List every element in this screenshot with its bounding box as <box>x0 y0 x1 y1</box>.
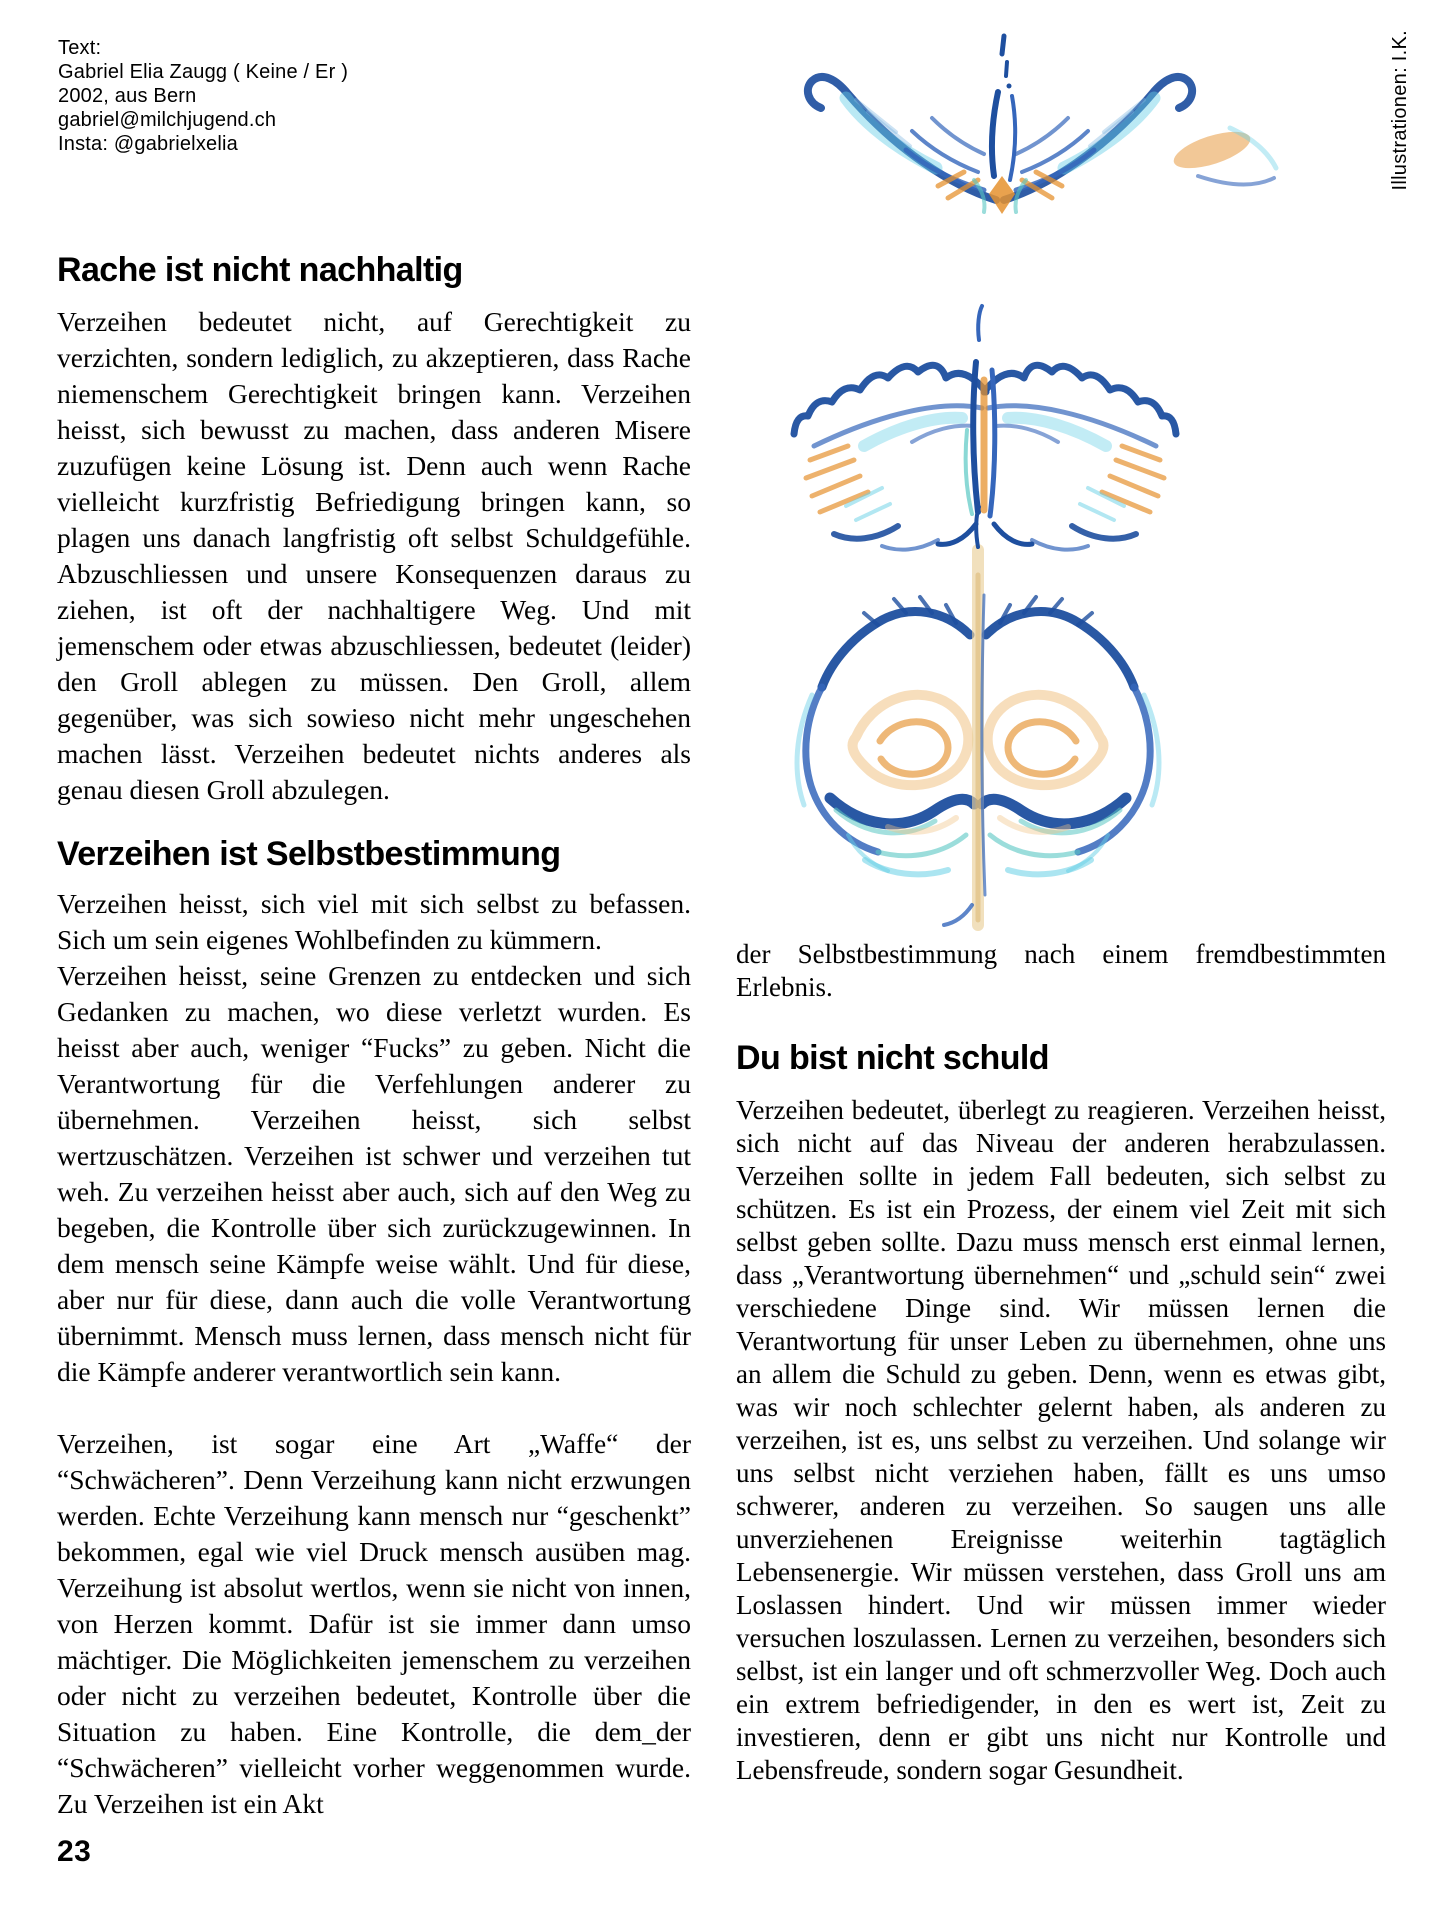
page-number: 23 <box>57 1835 92 1868</box>
illustration-credit-label: Illustrationen: I.K. <box>1389 30 1411 191</box>
continuation-paragraph: der Selbstbestimmung nach einem fremdbestimmten Erlebnis. <box>736 939 1386 1002</box>
butterfly-sketch-1-svg <box>760 28 1320 228</box>
author-line: 2002, aus Bern <box>58 85 197 107</box>
illustration-credit-vertical <box>1390 30 1410 210</box>
author-block <box>58 36 348 156</box>
section-heading-rache: Rache ist nicht nachhaltig <box>57 251 463 289</box>
moth-wings-drooping-illustration <box>760 505 1200 935</box>
right-column <box>736 938 1386 1787</box>
author-instagram: Insta: @gabrielxelia <box>58 133 238 155</box>
body-paragraph: Verzeihen bedeutet nicht, auf Gerechtigkeit zu verzichten, sondern lediglich, zu akzeptieren, dass Rache niemenschem Gerechtigkeit bringen kann. Verzeihen heisst, sich bewusst zu machen, dass anderen Misere zuzufügen keine Lösung ist. Denn auch wenn Rache vielleicht kurzfristig Befriedigung bringen kann, so plagen uns danach langfristig oft selbst Schuldgefühle. Abzuschliessen und unsere Konsequenzen daraus zu ziehen, ist oft der nachhaltigere Weg. Und mit jemenschem oder etwas abzuschliessen, bedeutet (leider) den Groll ablegen zu müssen. Den Groll, allem gegenüber, was sich sowieso nicht mehr ungeschehen machen lässt. Verzeihen bedeutet nichts anderes als genau diesen Groll abzulegen. <box>57 306 691 805</box>
body-paragraph: Verzeihen bedeutet, überlegt zu reagieren. Verzeihen heisst, sich nicht auf das Niveau der anderen herabzulassen. Verzeihen sollte in jedem Fall bedeuten, sich selbst zu schützen. Es ist ein Prozess, der einem viel Zeit mit sich selbst geben sollte. Dazu muss mensch erst einmal lernen, dass „Verantwortung übernehmen“ und „schuld sein“ zwei verschiedene Dinge sind. Wir müssen lernen die Verantwortung für unser Leben zu übernehmen, ohne uns an allem die Schuld zu geben. Denn, wenn es etwas gibt, was wir noch schlechter gelernt haben, als anderen zu verzeihen, ist es, uns selbst zu verzeihen. Und solange wir uns selbst nicht verziehen haben, fällt es uns umso schwerer, anderen zu verzeihen. So saugen uns alle unverziehenen Ereignisse weiterhin tagtäglich Lebensenergie. Wir müssen verstehen, dass Groll uns am Loslassen hindert. Und wir müssen immer wieder versuchen loszulassen. Lernen zu verzeihen, besonders sich selbst, ist ein langer und oft schmerzvoller Weg. Doch auch ein extrem befriedigender, in den es wert ist, Zeit zu investieren, denn er gibt uns nicht nur Kontrolle und Lebensfreude, sondern sogar Gesundheit. <box>736 1095 1386 1785</box>
author-line: Gabriel Elia Zaugg ( Keine / Er ) <box>58 61 349 83</box>
author-email: gabriel@milchjugend.ch <box>58 109 277 131</box>
body-paragraph: Verzeihen, ist sogar eine Art „Waffe“ der “Schwächeren”. Denn Verzeihung kann nicht erzwungen werden. Echte Verzeihung kann mensch nur “geschenkt” bekommen, egal wie viel Druck mensch ausüben mag. Verzeihung ist absolut wertlos, wenn sie nicht von innen, von Herzen kommt. Dafür ist sie immer dann umso mächtiger. Die Möglichkeiten jemenschem zu verzeihen oder nicht zu verzeihen bedeutet, Kontrolle über die Situation zu haben. Eine Kontrolle, die dem_der “Schwächeren” vielleicht vorher weggenommen wurde. Zu Verzeihen ist ein Akt <box>57 1428 691 1819</box>
body-paragraph: Verzeihen heisst, sich viel mit sich selbst zu befassen. Sich um sein eigenes Wohlbefinden zu kümmern. <box>57 888 691 955</box>
section-heading-du-bist-nicht-schuld: Du bist nicht schuld <box>736 1039 1049 1077</box>
butterfly-wings-upswept-illustration <box>760 28 1320 228</box>
butterfly-sketch-3-svg <box>760 505 1200 935</box>
section-heading-verzeihen: Verzeihen ist Selbstbestimmung <box>57 835 561 873</box>
left-column <box>57 250 691 1822</box>
body-paragraph: Verzeihen heisst, seine Grenzen zu entdecken und sich Gedanken zu machen, wo diese verletzt wurden. Es heisst aber auch, weniger “Fucks” zu geben. Nicht die Verantwortung für die Verfehlungen anderer zu übernehmen. Verzeihen heisst, sich selbst wertzuschätzen. Verzeihen ist schwer und verzeihen tut weh. Zu verzeihen heisst aber auch, sich auf den Weg zu begeben, die Kontrolle über sich zurückzugewinnen. In dem mensch seine Kämpfe weise wählt. Und für diese, aber nur für diese, dann auch die volle Verantwortung übernimmt. Mensch muss lernen, dass mensch nicht für die Kämpfe anderer verantwortlich sein kann. <box>57 960 691 1387</box>
author-line: Text: <box>58 37 102 59</box>
